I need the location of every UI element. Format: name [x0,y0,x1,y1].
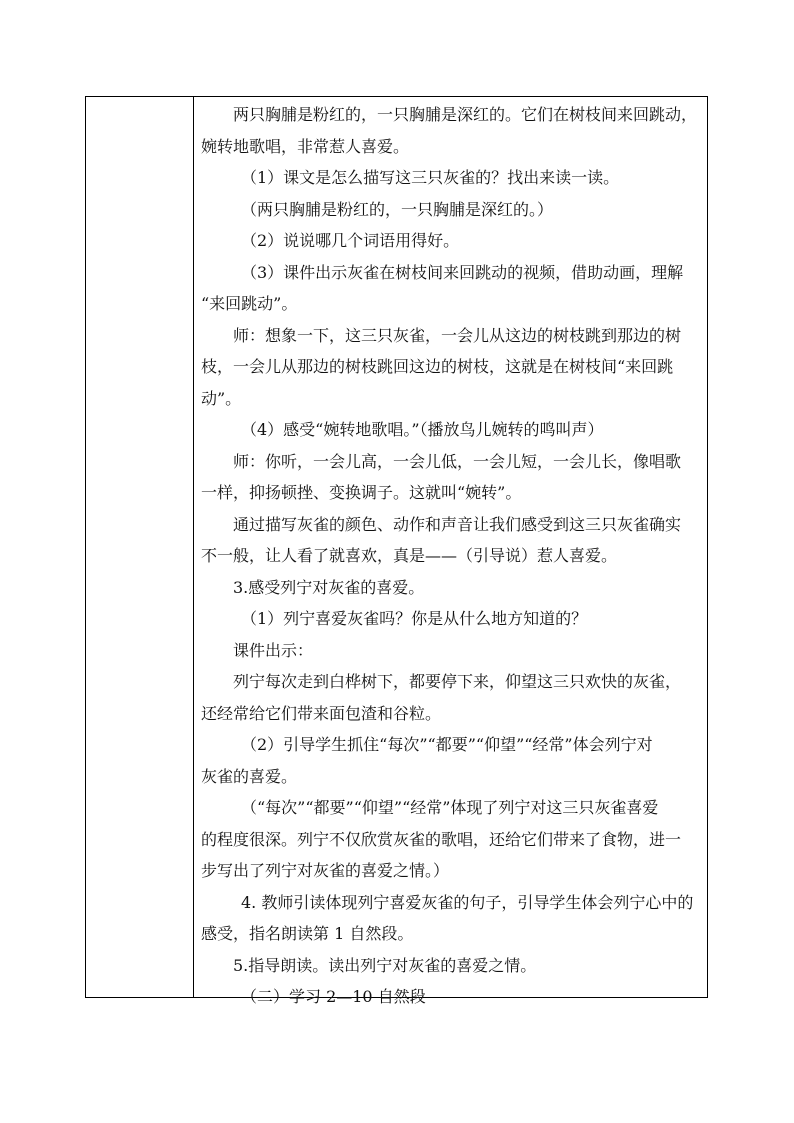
text-line-28: 5.指导朗读。读出列宁对灰雀的喜爱之情。 [232,955,537,975]
text-line-24: 的程度很深。列宁不仅欣赏灰雀的歌唱，还给它们带来了食物，进一 [200,829,681,849]
content-cell [194,97,707,1006]
text-line-1: 两只胸脯是粉红的，一只胸脯是深红的。它们在树枝间来回跳动， [232,105,697,124]
text-line-14: 通过描写灰雀的颜色、动作和声音让我们感受到这三只灰雀确实 [232,514,681,534]
text-line-2: 婉转地歌唱，非常惹人喜爱。 [200,136,409,156]
text-line-27: 感受，指名朗读第 1 自然段。 [200,924,414,943]
text-line-13: 一样，抑扬顿挫、变换调子。这就叫“婉转”。 [200,483,522,502]
text-line-10: 动”。 [200,388,242,408]
lesson-table [85,96,708,1006]
text-line-19: 列宁每次走到白桦树下，都要停下来，仰望这三只欢快的灰雀， [232,672,681,691]
left-cell [86,97,194,997]
text-line-7: “来回跳动”。 [200,294,298,313]
text-line-8: 师：想象一下，这三只灰雀，一会儿从这边的树枝跳到那边的树 [232,325,681,345]
text-line-11: （4）感受“婉转地歌唱。”（播放鸟儿婉转的鸣叫声） [240,420,604,439]
text-line-5: （2）说说哪几个词语用得好。 [240,231,460,250]
text-line-15: 不一般，让人看了就喜欢，真是——（引导说）惹人喜爱。 [200,546,617,565]
text-line-23: （“每次”“都要”“仰望”“经常”体现了列宁对这三只灰雀喜爱 [240,798,659,817]
text-line-21: （2）引导学生抓住“每次”“都要”“仰望”“经常”体会列宁对 [240,735,653,754]
text-line-26: 4. 教师引读体现列宁喜爱灰雀的句子，引导学生体会列宁心中的 [240,892,694,912]
text-line-4: （两只胸脯是粉红的，一只胸脯是深红的。） [240,199,553,219]
text-line-17: （1）列宁喜爱灰雀吗？你是从什么地方知道的？ [240,609,588,628]
text-line-9: 枝，一会儿从那边的树枝跳回这边的树枝，这就是在树枝间“来回跳 [200,357,674,376]
text-line-18: 课件出示： [232,640,313,660]
text-line-25: 步写出了列宁对灰雀的喜爱之情。） [200,861,449,880]
text-line-22: 灰雀的喜爱。 [200,766,297,786]
text-line-6: （3）课件出示灰雀在树枝间来回跳动的视频，借助动画，理解 [240,262,684,282]
text-line-20: 还经常给它们带来面包渣和谷粒。 [200,703,441,723]
text-line-3: （1）课文是怎么描写这三只灰雀的？找出来读一读。 [240,168,620,187]
text-line-16: 3.感受列宁对灰雀的喜爱。 [232,577,425,597]
text-line-29: （二）学习 2—10 自然段 [240,987,426,1006]
text-line-12: 师：你听，一会儿高，一会儿低，一会儿短，一会儿长，像唱歌 [232,451,681,471]
